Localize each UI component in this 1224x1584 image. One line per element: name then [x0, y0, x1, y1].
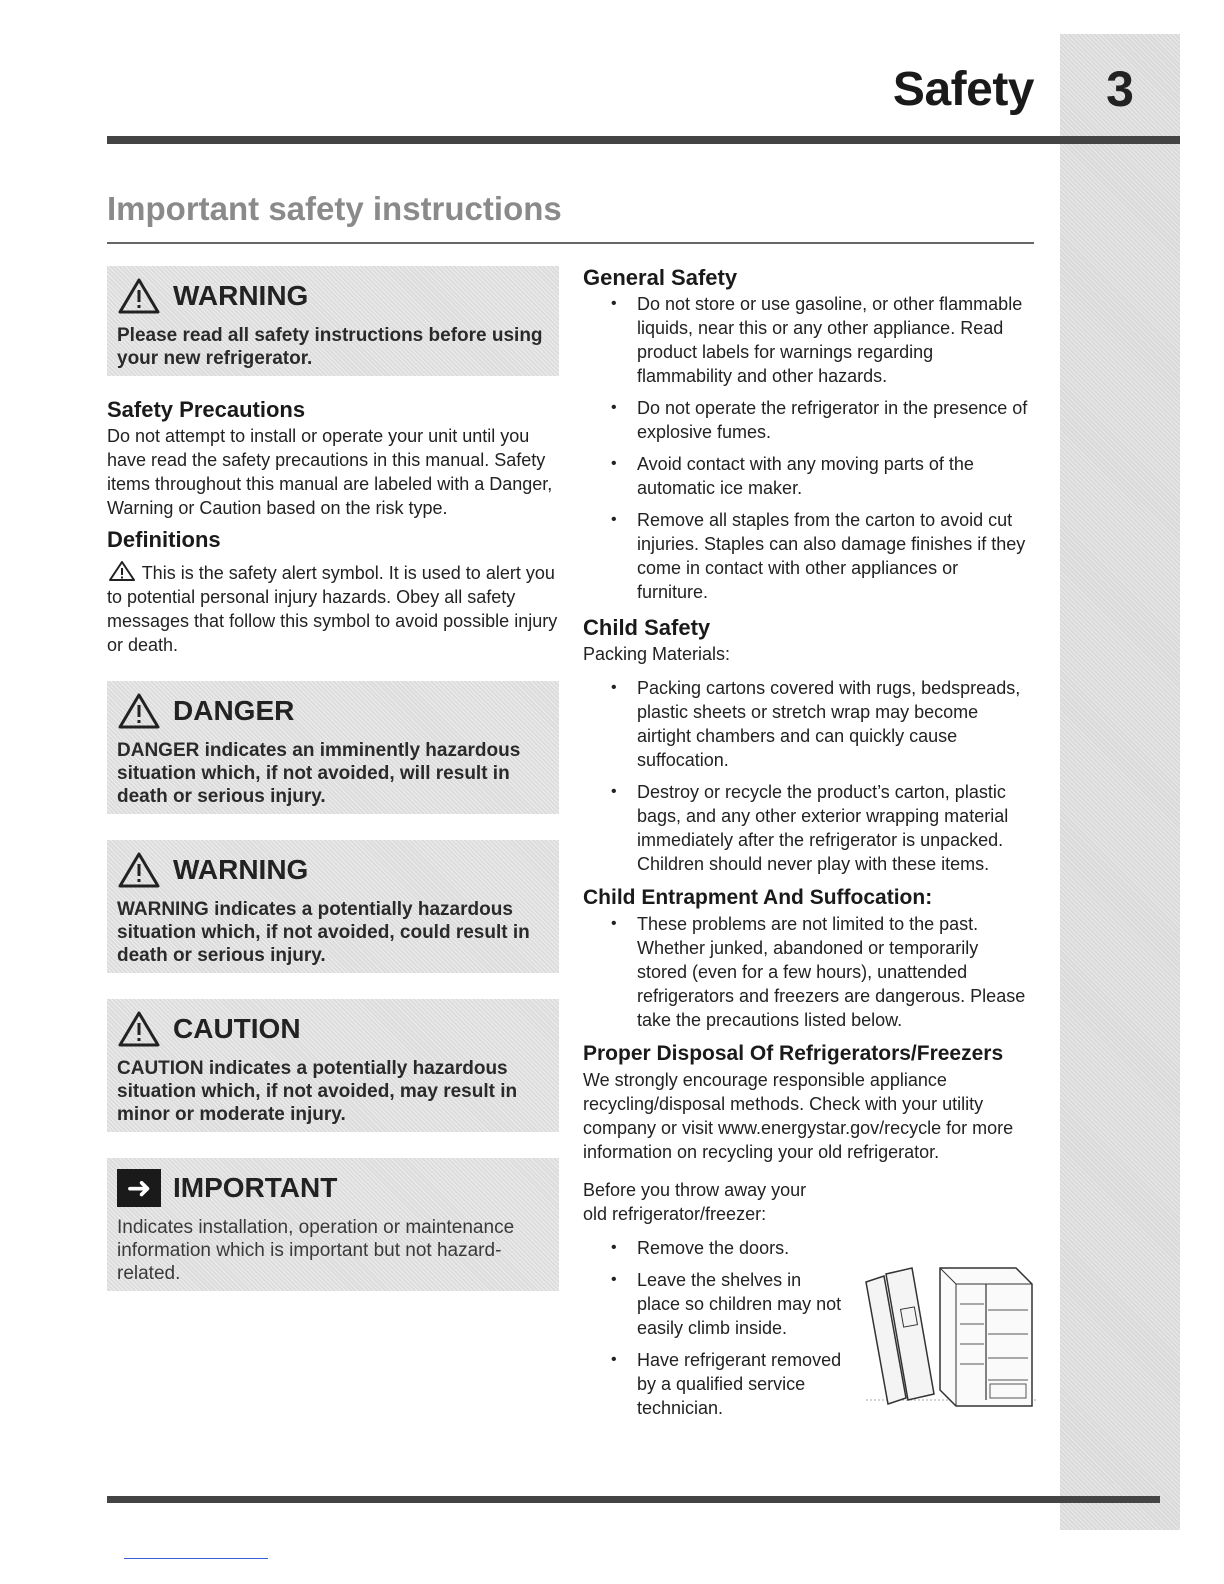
danger-box [107, 681, 559, 814]
disposal-text: We strongly encourage responsible appliance recycling/disposal methods. Check with your utility company or visit www.energystar.gov/recycle for more information on recycling your old refrigerator. [583, 1070, 1014, 1162]
before-throw-away-text: Before you throw away your old refrigerator/freezer: [583, 1180, 807, 1224]
list-item: • Leave the shelves in place so children may not easily climb inside. [583, 1268, 843, 1340]
alert-triangle-icon [117, 692, 161, 730]
left-column [107, 266, 559, 1317]
arrow-right-icon: ➜ [117, 1169, 161, 1207]
warning-definition-box [107, 840, 559, 973]
list-item: • These problems are not limited to the past. Whether junked, abandoned or temporarily stored (even for a few hours), unattended refrigerators and freezers are dangerous. Please take the precautions listed below. [583, 912, 1033, 1032]
entrapment-heading: Child Entrapment And Suffocation: [583, 886, 933, 909]
disposal-list [583, 1236, 843, 1420]
danger-text: DANGER indicates an imminently hazardous situation which, if not avoided, will result in death or serious injury. [117, 740, 521, 807]
alert-triangle-icon [117, 277, 161, 315]
precautions-heading: Safety Precautions [107, 397, 306, 422]
child-safety-list [583, 676, 1033, 876]
important-title: IMPORTANT [173, 1172, 338, 1203]
section-rule [107, 242, 1034, 244]
alert-triangle-icon [117, 851, 161, 889]
alert-triangle-icon [117, 1010, 161, 1048]
list-item: • Avoid contact with any moving parts of the automatic ice maker. [583, 452, 1033, 500]
footer-rule [107, 1496, 1160, 1503]
list-item: • Packing cartons covered with rugs, bedspreads, plastic sheets or stretch wrap may become airtight chambers and can quickly cause suffocation. [583, 676, 1033, 772]
section-title: Important safety instructions [107, 190, 562, 227]
disposal-heading: Proper Disposal Of Refrigerators/Freezers [583, 1042, 1004, 1065]
important-box [107, 1158, 559, 1291]
warning-definition-text: WARNING indicates a potentially hazardous situation which, if not avoided, could result in death or serious injury. [117, 899, 530, 966]
definitions-paragraph [107, 560, 559, 657]
chapter-title: Safety [892, 63, 1034, 116]
general-safety-list [583, 292, 1033, 604]
packing-materials-label: Packing Materials: [583, 644, 731, 664]
warning-title: WARNING [173, 280, 309, 311]
list-item: • Do not store or use gasoline, or other flammable liquids, near this or any other appliance. Read product labels for warnings regarding flammability and other hazards. [583, 292, 1033, 388]
refrigerator-doors-removed-illustration [856, 1240, 1038, 1420]
alert-symbol-icon [107, 560, 137, 582]
child-safety-heading: Child Safety [583, 615, 711, 640]
entrapment-list [583, 912, 1033, 1032]
chapter-side-tab [1060, 34, 1180, 1530]
list-item: • Have refrigerant removed by a qualified service technician. [583, 1348, 843, 1420]
chapter-number: 3 [1106, 61, 1134, 117]
header-rule [107, 136, 1180, 144]
list-item: • Destroy or recycle the product’s carton, plastic bags, and any other exterior wrapping material immediately after the refrigerator is unpacked. Children should never play with these items. [583, 780, 1033, 876]
caution-box [107, 999, 559, 1132]
warning-definition-title: WARNING [173, 854, 309, 885]
list-item: • Remove the doors. [583, 1236, 843, 1260]
general-safety-heading: General Safety [583, 265, 738, 290]
warning-text: Please read all safety instructions before using your new refrigerator. [117, 325, 543, 369]
warning-read-box [107, 266, 559, 376]
list-item: • Remove all staples from the carton to avoid cut injuries. Staples can also damage finishes if they come in contact with other appliances or furniture. [583, 508, 1033, 604]
danger-title: DANGER [173, 695, 295, 726]
caution-title: CAUTION [173, 1013, 301, 1044]
list-item: • Do not operate the refrigerator in the presence of explosive fumes. [583, 396, 1033, 444]
definitions-heading: Definitions [107, 527, 221, 552]
definitions-text: This is the safety alert symbol. It is used to alert you to potential personal injury hazards. Obey all safety messages that follow this symbol to avoid possible injury or death. [107, 563, 558, 655]
precautions-text: Do not attempt to install or operate your unit until you have read the safety precautions in this manual. Safety items throughout this manual are labeled with a Danger, Warning or Caution based on the risk type. [107, 426, 553, 518]
important-text: Indicates installation, operation or maintenance information which is important but not hazard-related. [117, 1217, 515, 1284]
caution-text: CAUTION indicates a potentially hazardous situation which, if not avoided, may result in minor or moderate injury. [117, 1058, 518, 1125]
page-link-underline [124, 1558, 268, 1559]
